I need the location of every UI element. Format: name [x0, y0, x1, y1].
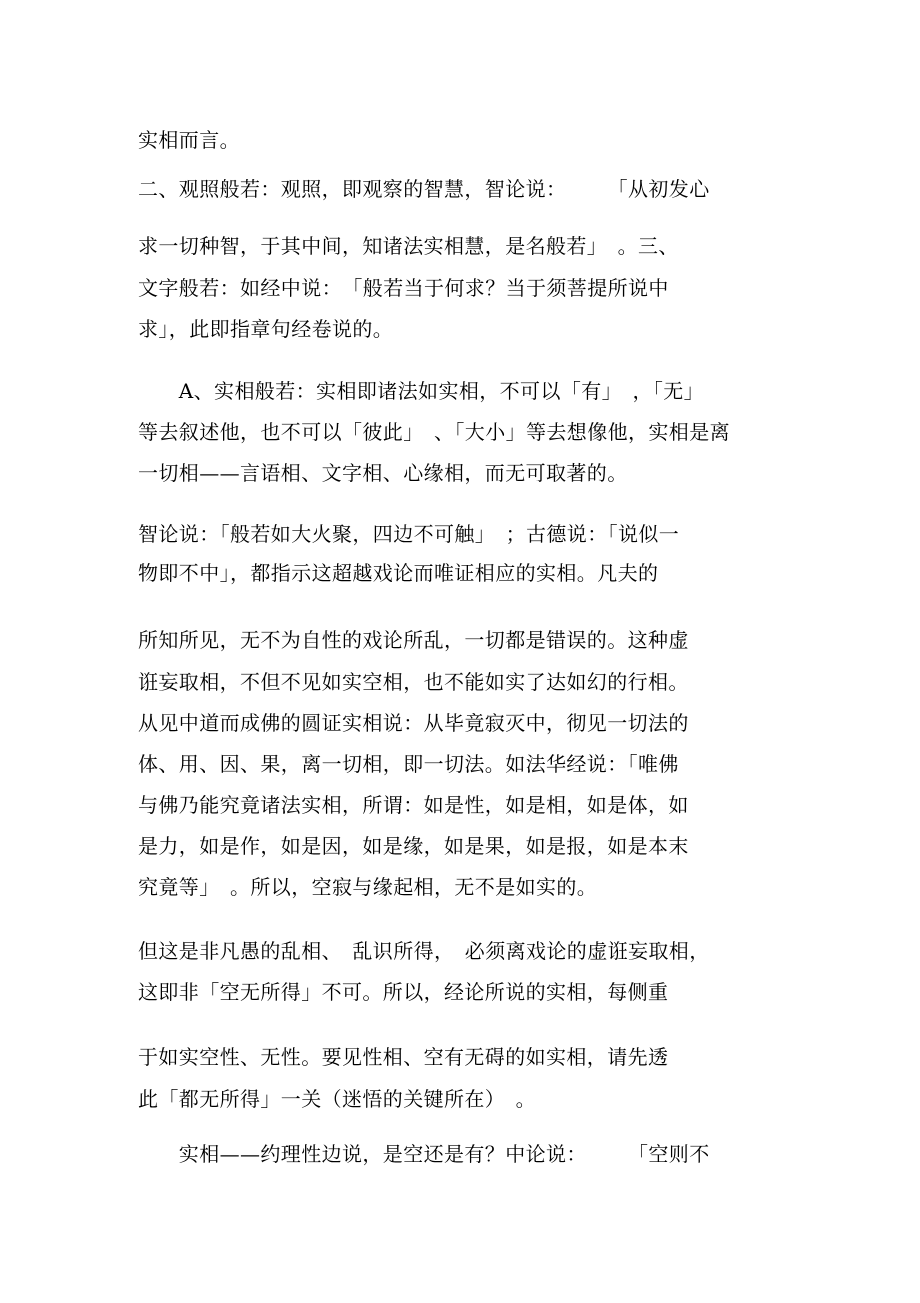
text-line: 是力，如是作，如是因，如是缘，如是果，如是报，如是本末 — [138, 834, 689, 858]
text-line: 这即非「空无所得」不可。所以，经论所说的实相，每侧重 — [138, 980, 669, 1004]
text-line: 文字般若：如经中说： 「般若当于何求？当于须菩提所说中 — [138, 276, 669, 300]
text-line: 诳妄取相，不但不见如实空相，也不能如实了达如幻的行相。 — [138, 670, 689, 694]
text-line: 究竟等」 。所以，空寂与缘起相，无不是如实的。 — [138, 875, 598, 899]
text-line: 所知所见，无不为自性的戏论所乱，一切都是错误的。这种虚 — [138, 628, 689, 652]
text-line: 智论说：「般若如大火聚，四边不可触」 ；古德说：「说似一 — [138, 522, 680, 546]
text-line: 等去叙述他，也不可以「彼此」 、「大小」等去想像他，实相是离 — [138, 420, 730, 444]
text-line: 实相——约理性边说，是空还是有？中论说： 「空则不 — [138, 1142, 710, 1166]
text-line: 求」，此即指章句经卷说的。 — [138, 317, 394, 341]
text-line: 但这是非凡愚的乱相、 乱识所得， 必须离戏论的虚诳妄取相， — [138, 939, 710, 963]
text-line: 体、用、因、果，离一切相，即一切法。如法华经说：「唯佛 — [138, 752, 679, 776]
text-line: 与佛乃能究竟诸法实相，所谓：如是性，如是相，如是体，如 — [138, 793, 689, 817]
text-line: 物即不中」，都指示这超越戏论而唯证相应的实相。凡夫的 — [138, 561, 659, 585]
text-line: 于如实空性、无性。要见性相、空有无碍的如实相，请先透 — [138, 1045, 669, 1069]
text-line: 从见中道而成佛的圆证实相说：从毕竟寂灭中，彻见一切法的 — [138, 711, 689, 735]
text-line: 求一切种智，于其中间，知诸法实相慧，是名般若」 。三、 — [138, 234, 679, 258]
text-line: 此「都无所得」一关（迷悟的关键所在） 。 — [138, 1087, 536, 1111]
text-line: 实相而言。 — [138, 128, 240, 152]
text-line: 二、观照般若：观照，即观察的智慧，智论说： 「从初发心 — [138, 177, 710, 201]
text-line: A、实相般若：实相即诸法如实相，不可以「有」 ，「无」 — [138, 379, 705, 403]
text-line: 一切相——言语相、文字相、心缘相，而无可取著的。 — [138, 461, 628, 485]
